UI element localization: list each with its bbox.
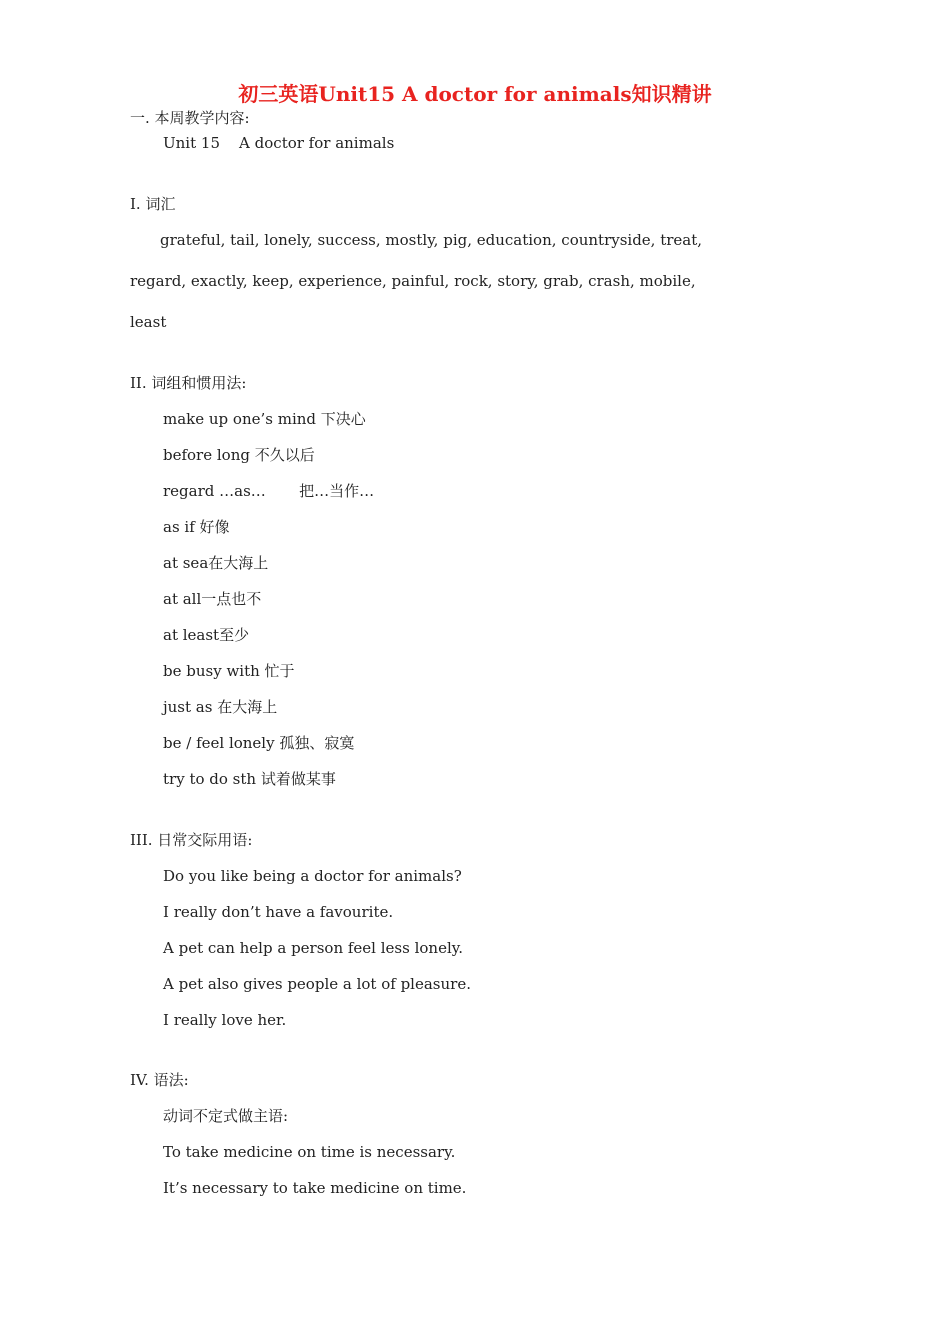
phrase-item: at least至少 [163, 626, 250, 644]
phrase-item: just as 在大海上 [163, 698, 278, 716]
phrase-item: as if 好像 [163, 518, 230, 536]
phrase-item: be busy with 忙于 [163, 662, 295, 680]
section-2-heading: II. 词组和惯用法: [130, 374, 247, 392]
phrase-item: be / feel lonely 孤独、寂寞 [163, 734, 355, 752]
section-0-content: Unit 15 A doctor for animals [163, 134, 395, 152]
section-1-heading: I. 词汇 [130, 195, 176, 213]
vocab-line-1: grateful, tail, lonely, success, mostly, pig, education, countryside, treat, [160, 231, 703, 249]
expression-item: I really don’t have a favourite. [163, 903, 394, 921]
phrase-item: try to do sth 试着做某事 [163, 770, 336, 788]
expression-item: Do you like being a doctor for animals? [163, 867, 462, 885]
phrase-item: before long 不久以后 [163, 446, 315, 464]
section-3-heading: III. 日常交际用语: [130, 831, 253, 849]
grammar-item: It’s necessary to take medicine on time. [163, 1179, 467, 1197]
vocab-line-2: regard, exactly, keep, experience, painful, rock, story, grab, crash, mobile, [130, 272, 696, 290]
phrase-item: at sea在大海上 [163, 554, 269, 572]
section-4-heading: IV. 语法: [130, 1071, 189, 1089]
expression-item: A pet can help a person feel less lonely. [163, 939, 463, 957]
phrase-item: regard …as… 把…当作… [163, 482, 375, 500]
phrase-item: at all一点也不 [163, 590, 262, 608]
section-0-heading: 一. 本周教学内容: [130, 109, 250, 127]
grammar-item: To take medicine on time is necessary. [163, 1143, 456, 1161]
document-title: 初三英语Unit15 A doctor for animals知识精讲 [238, 82, 712, 106]
vocab-line-3: least [130, 313, 167, 331]
grammar-item: 动词不定式做主语: [163, 1107, 289, 1125]
expression-item: I really love her. [163, 1011, 287, 1029]
phrase-item: make up one’s mind 下决心 [163, 410, 366, 428]
expression-item: A pet also gives people a lot of pleasure. [163, 975, 471, 993]
